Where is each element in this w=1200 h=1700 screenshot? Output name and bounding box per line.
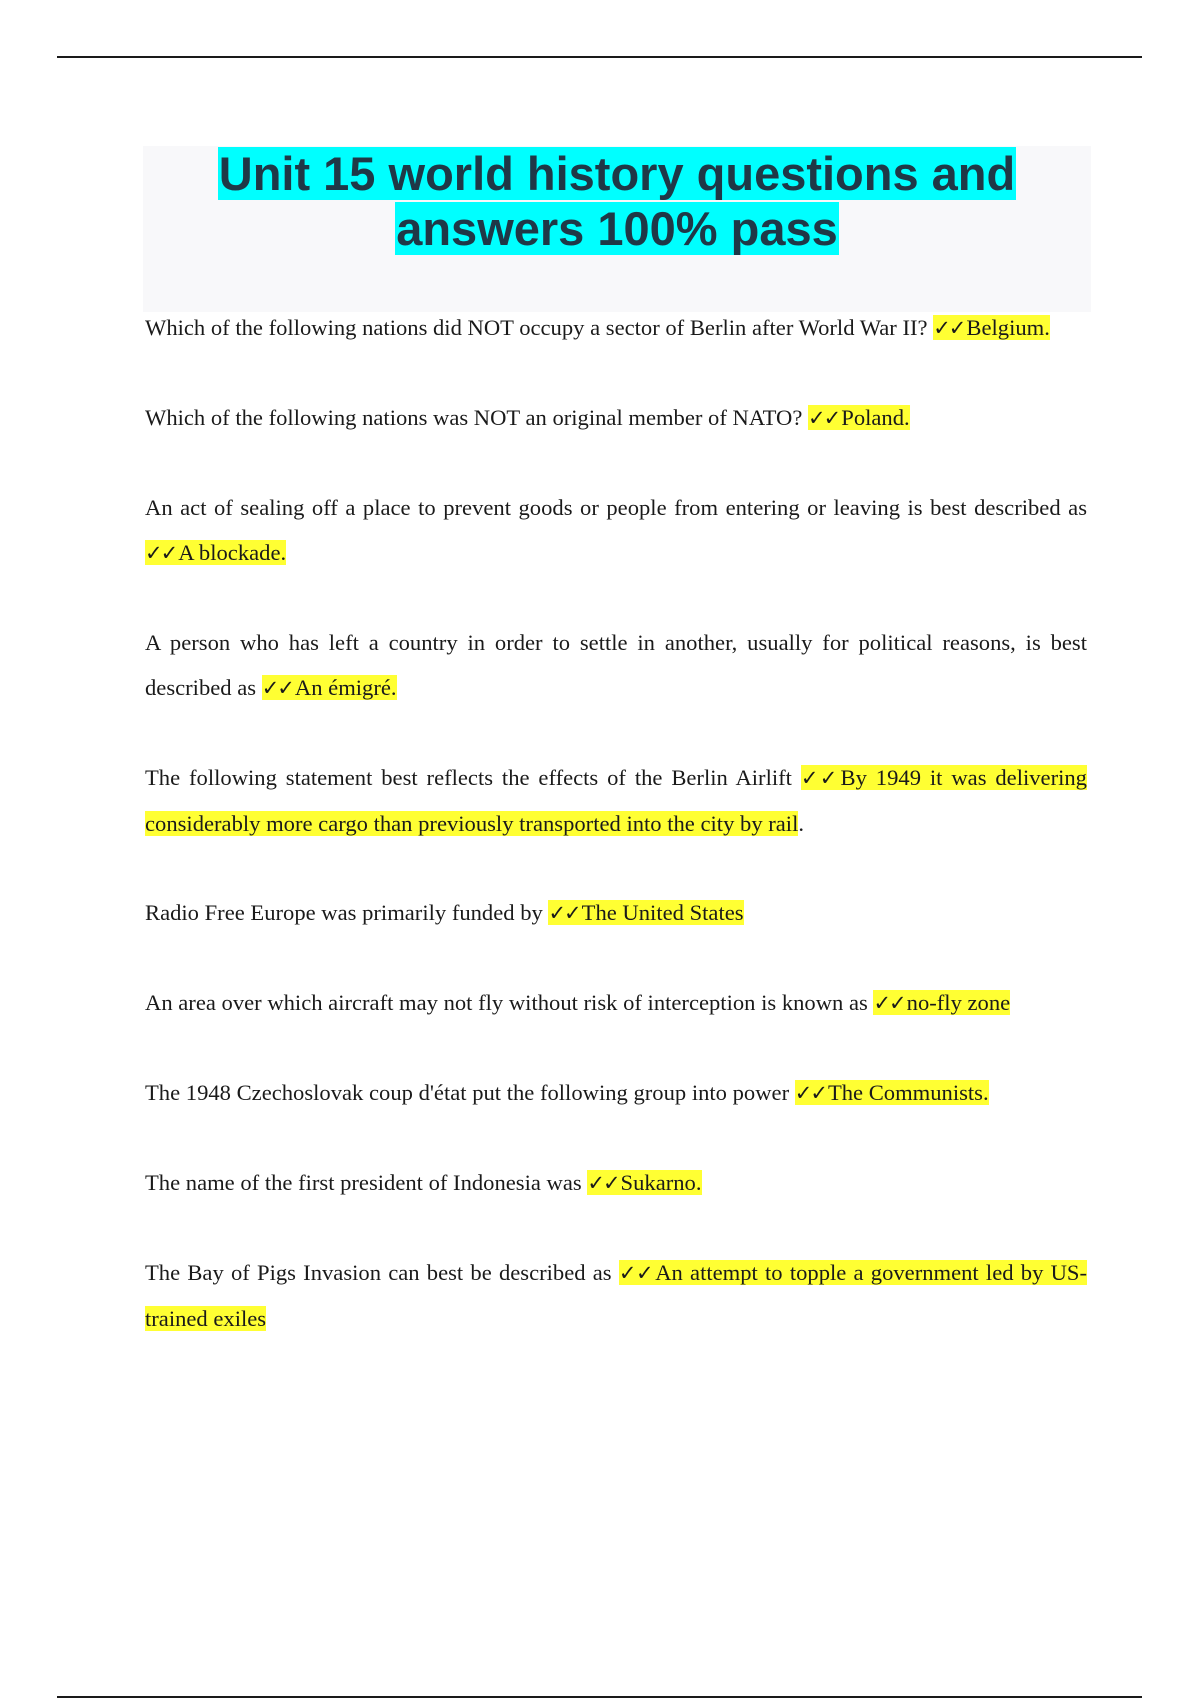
document-title-text: Unit 15 world history questions and answers 100% pass [218, 147, 1016, 255]
answer-text: Belgium. [966, 315, 1050, 340]
answer-highlight [262, 675, 397, 700]
answer-highlight [873, 990, 1010, 1015]
question-text: An area over which aircraft may not fly without risk of interception is known as [145, 990, 868, 1015]
question-text: The 1948 Czechoslovak coup d'état put the following group into power [145, 1080, 790, 1105]
check-mark-icon: ✓✓ [794, 1081, 826, 1105]
check-mark-icon: ✓✓ [873, 991, 905, 1015]
qa-item [145, 485, 1087, 576]
answer-trailing: . [798, 811, 805, 836]
answer-highlight [587, 1170, 701, 1195]
check-mark-icon: ✓✓ [145, 541, 177, 565]
answer-highlight [795, 1080, 989, 1105]
qa-item [145, 395, 1087, 441]
question-text: A person who has left a country in order to settle in another, usually for political reasons, is best described as [145, 630, 1087, 700]
check-mark-icon: ✓✓ [808, 406, 840, 430]
question-text: Radio Free Europe was primarily funded by [145, 900, 543, 925]
bottom-rule [57, 1696, 1142, 1698]
question-text: Which of the following nations did NOT occupy a sector of Berlin after World War II? [145, 315, 928, 340]
qa-item [145, 755, 1087, 846]
answer-text: An attempt to topple a government led by US-trained exiles [145, 1260, 1087, 1331]
answer-highlight [933, 315, 1050, 340]
qa-item [145, 890, 1087, 936]
answer-text: An émigré. [294, 675, 397, 700]
check-mark-icon: ✓✓ [933, 316, 965, 340]
qa-item [145, 980, 1087, 1026]
answer-text: The Communists. [827, 1080, 989, 1105]
answer-highlight [808, 405, 910, 430]
question-text: Which of the following nations was NOT an original member of NATO? [145, 405, 803, 430]
check-mark-icon: ✓✓ [261, 676, 293, 700]
answer-text: By 1949 it was delivering considerably more cargo than previously transported into the city by rail [145, 765, 1087, 836]
answer-highlight [145, 540, 286, 565]
check-mark-icon: ✓✓ [800, 766, 839, 790]
qa-item [145, 1070, 1087, 1116]
question-text: The name of the first president of Indonesia was [145, 1170, 582, 1195]
title-block [143, 146, 1091, 312]
question-text: The Bay of Pigs Invasion can best be described as [145, 1260, 612, 1285]
qa-item [145, 1160, 1087, 1206]
check-mark-icon: ✓✓ [587, 1171, 619, 1195]
document-title [143, 146, 1091, 256]
top-rule [57, 56, 1142, 58]
answer-text: Poland. [841, 405, 910, 430]
question-text: An act of sealing off a place to prevent goods or people from entering or leaving is best described as [145, 495, 1087, 520]
answer-text: A blockade. [178, 540, 287, 565]
qa-list [145, 305, 1087, 1385]
answer-highlight [548, 900, 743, 925]
qa-item [145, 620, 1087, 711]
qa-item [145, 1250, 1087, 1341]
qa-item [145, 305, 1087, 351]
answer-text: Sukarno. [620, 1170, 702, 1195]
check-mark-icon: ✓✓ [548, 901, 580, 925]
question-text: The following statement best reflects the effects of the Berlin Airlift [145, 765, 792, 790]
answer-text: no-fly zone [906, 990, 1011, 1015]
check-mark-icon: ✓✓ [618, 1261, 654, 1285]
answer-text: The United States [581, 900, 744, 925]
